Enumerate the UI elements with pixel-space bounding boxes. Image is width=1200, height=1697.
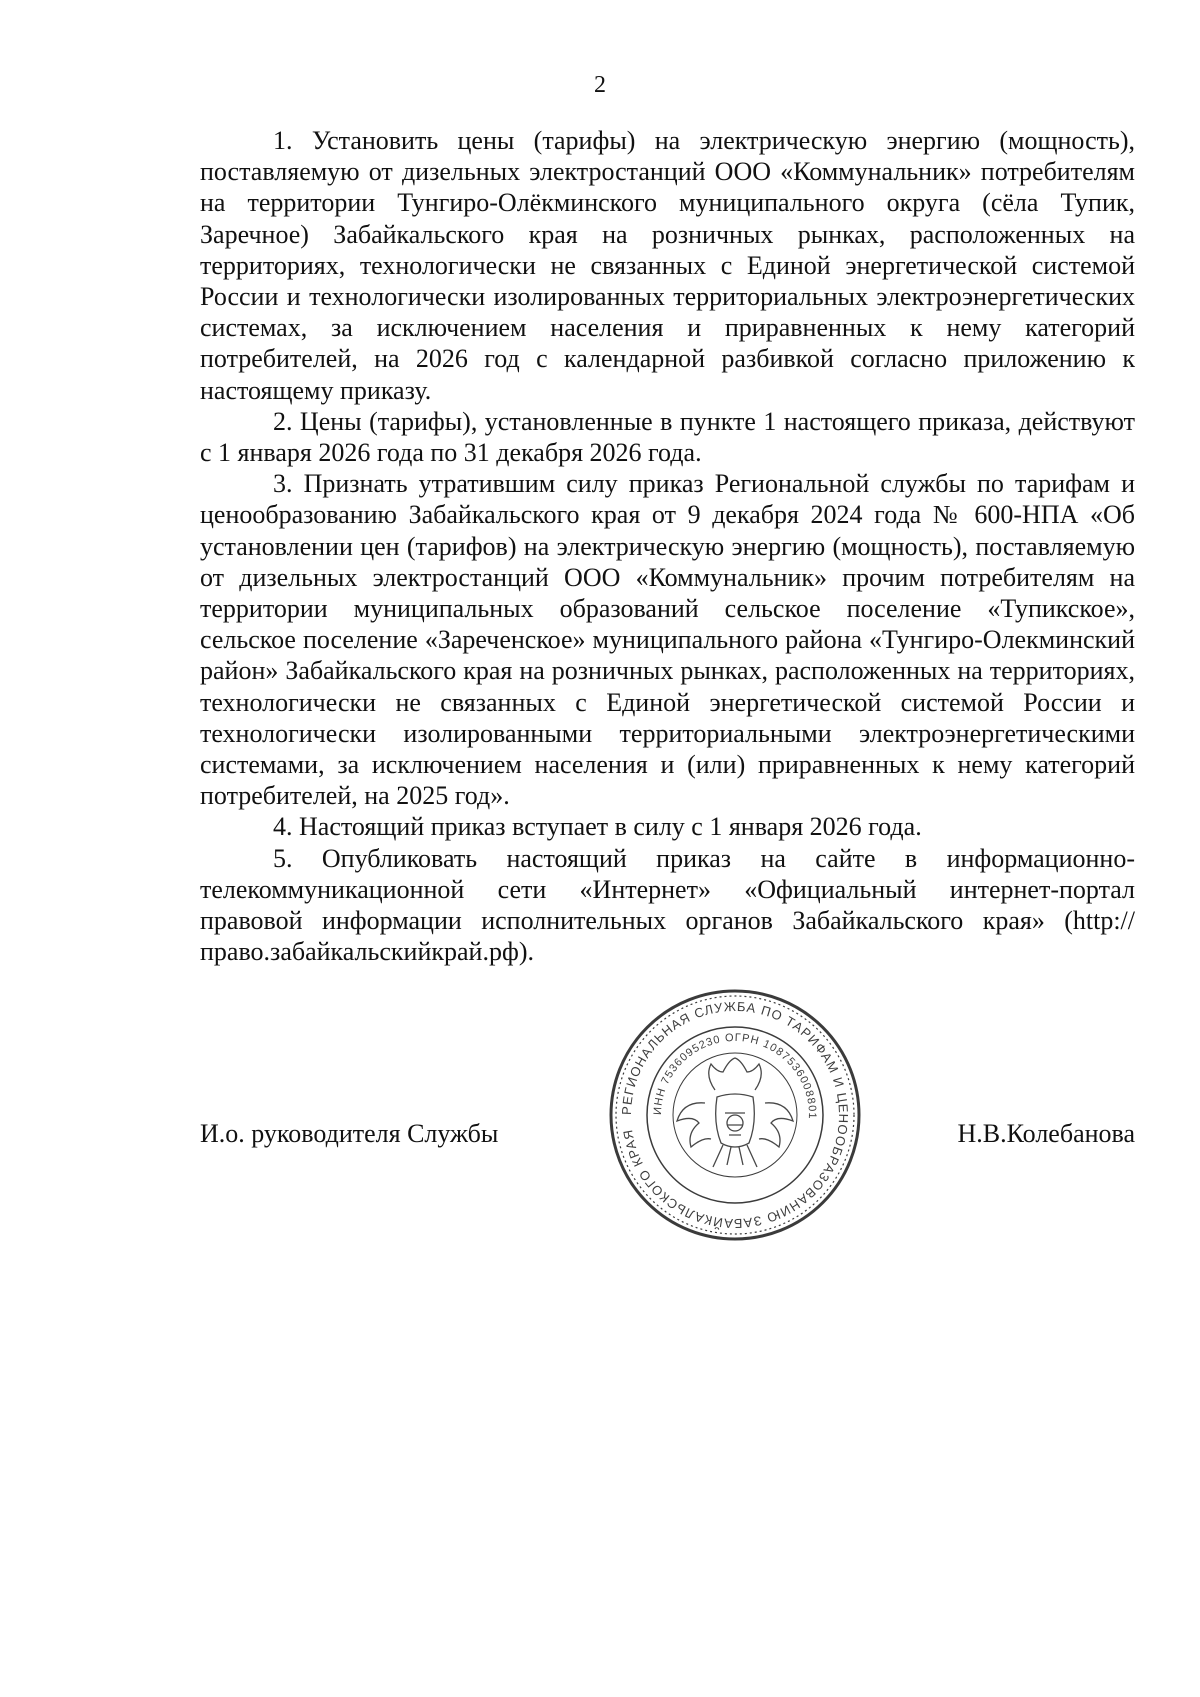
signatory-position: И.о. руководителя Службы — [200, 1119, 499, 1148]
page-number: 2 — [594, 72, 606, 98]
double-headed-eagle-emblem — [677, 1058, 793, 1167]
paragraph-2: 2. Цены (тарифы), установленные в пункте 1 настоящего приказа, действуют с 1 января 2026 года по 31 декабря 2026 года. — [200, 406, 1135, 468]
svg-text:РЕГИОНАЛЬНАЯ СЛУЖБА ПО ТАРИФАМ: РЕГИОНАЛЬНАЯ СЛУЖБА ПО ТАРИФАМ И ЦЕНООБРАЗОВАНИЮ ЗАБАЙКАЛЬСКОГО КРАЯ — [618, 998, 852, 1232]
paragraph-4: 4. Настоящий приказ вступает в силу с 1 января 2026 года. — [273, 812, 922, 842]
document-body — [200, 125, 1135, 967]
paragraph-1: 1. Установить цены (тарифы) на электрическую энергию (мощность), поставляемую от дизельных электростанций ООО «Коммунальник» потребителям на территории Тунгиро-Олёкминского муниципального округа (сёла Тупик, Заречное) Забайкальского края на розничных рынках, расположенных на территориях, технологически не связанных с Единой энергетической системой России и технологически изолированных территориальных электроэнергетических системах, за исключением населения и приравненных к нему категорий потребителей, на 2026 год с календарной разбивкой согласно приложению к настоящему приказу. — [200, 126, 1135, 405]
paragraph-5: 5. Опубликовать настоящий приказ на сайте в информационно-телекоммуникационной сети «Интернет» «Официальный интернет-портал правовой информации исполнительных органов Забайкальского края» (http://право.забайкальскийкрай.рф). — [200, 843, 1135, 967]
signatory-name: Н.В.Колебанова — [957, 1119, 1135, 1148]
svg-text:ИНН 7536095230 ОГРН 1087536008: ИНН 7536095230 ОГРН 1087536008801 — [651, 1031, 819, 1120]
paragraph-3: 3. Признать утратившим силу приказ Региональной службы по тарифам и ценообразованию Забайкальского края от 9 декабря 2024 года № 600-НПА «Об установлении цен (тарифов) на электрическую энергию (мощность), поставляемую от дизельных электростанций ООО «Коммунальник» прочим потребителям на территории муниципальных образований сельское поселение «Тупикское», сельское поселение «Зареченское» муниципального района «Тунгиро-Олекминский район» Забайкальского края на розничных рынках, расположенных на территориях, технологически не связанных с Единой энергетической системой России и технологически изолированными территориальными электроэнергетическими системами, за исключением населения и (или) приравненных к нему категорий потребителей, на 2025 год». — [200, 469, 1135, 811]
official-seal-stamp — [605, 985, 865, 1245]
